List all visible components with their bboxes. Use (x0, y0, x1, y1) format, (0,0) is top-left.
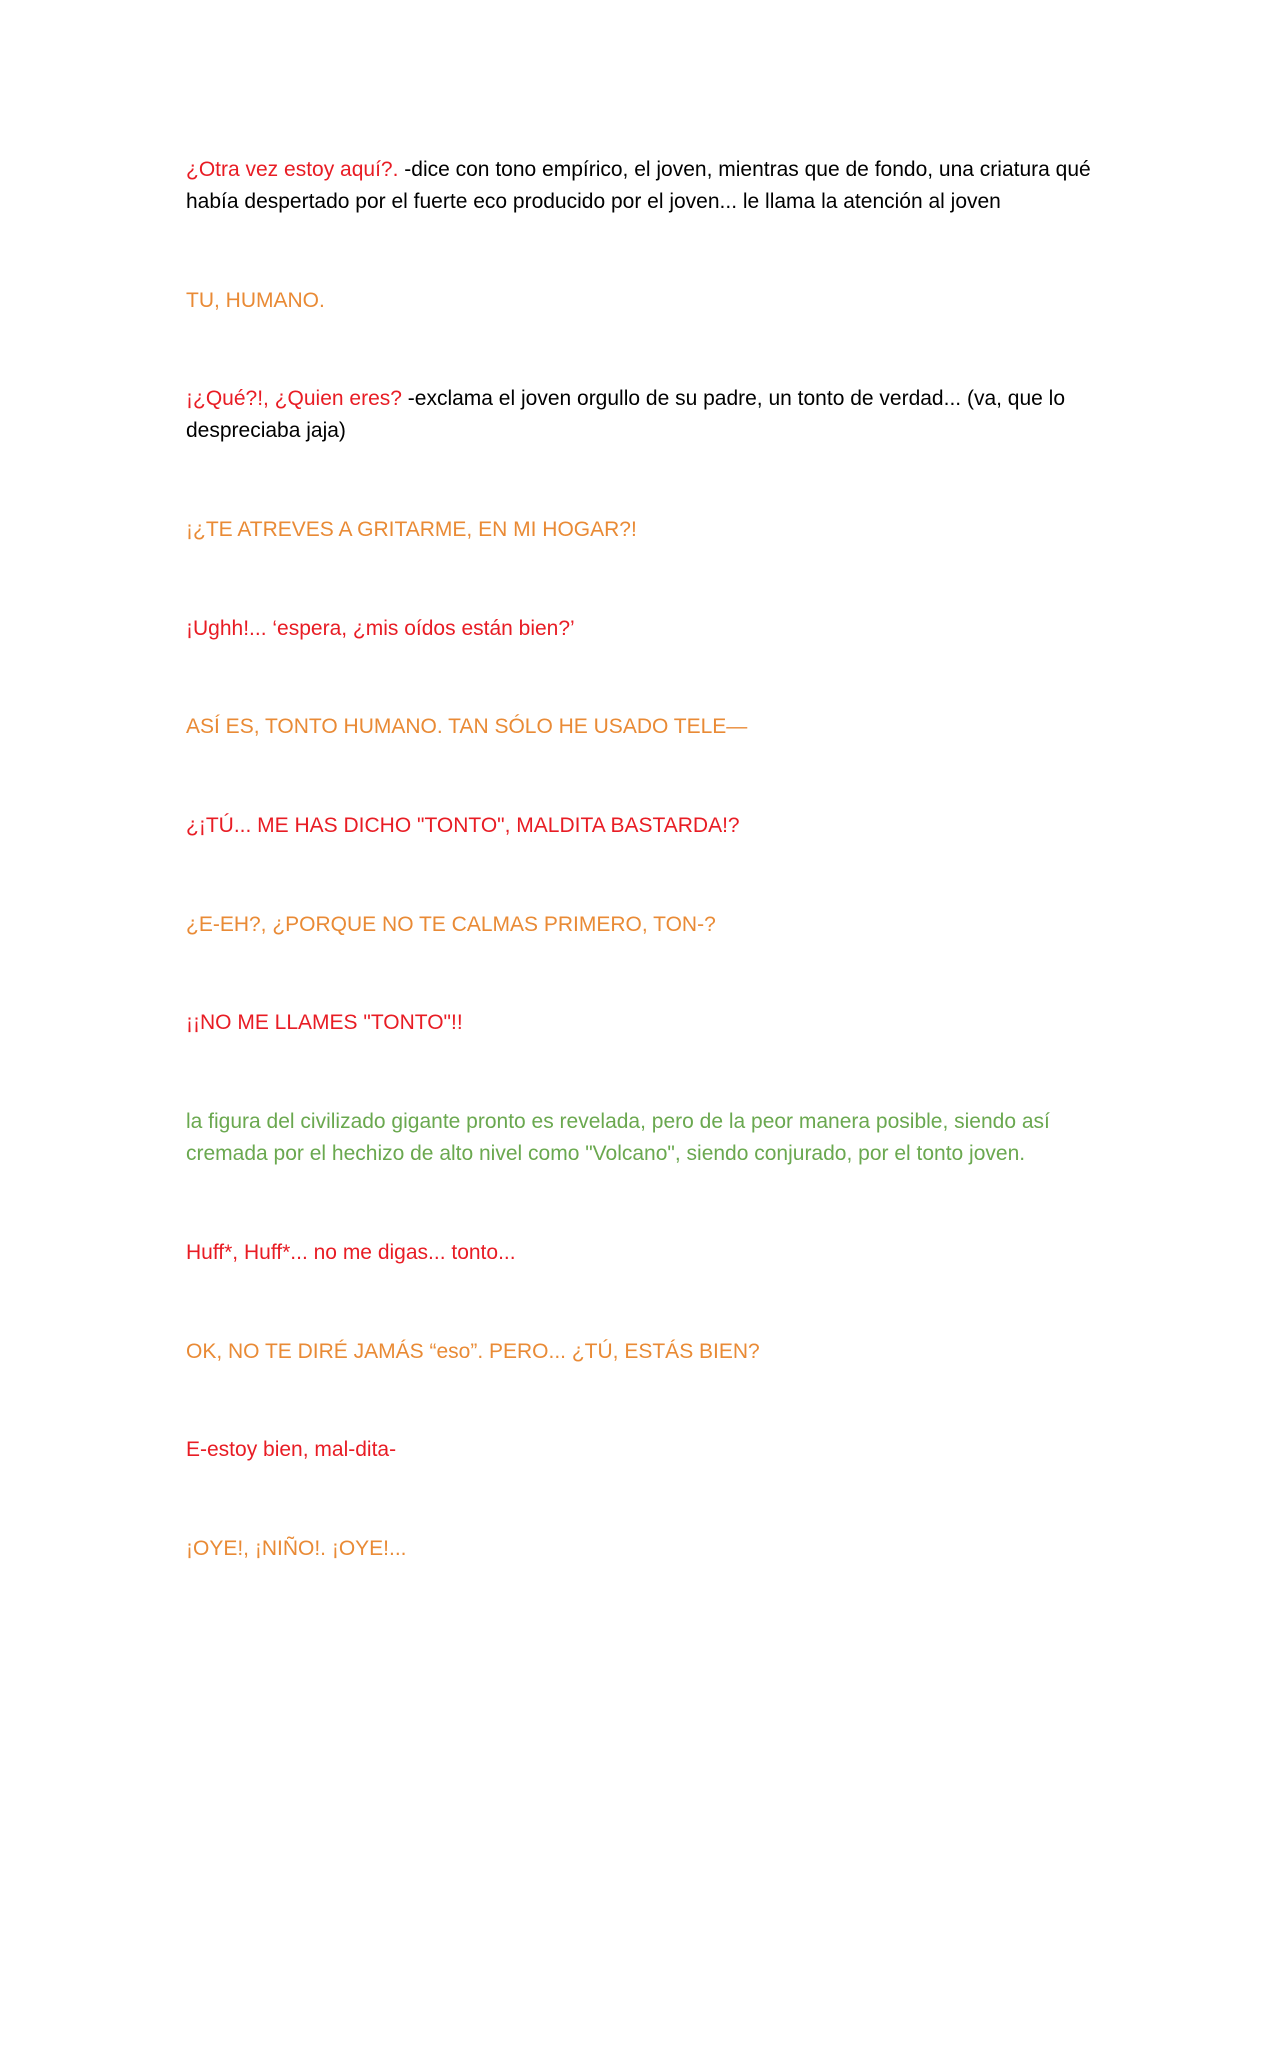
youth-dialogue: ¿Otra vez estoy aquí?. (186, 158, 399, 181)
youth-dialogue: ¡¿Qué?!, ¿Quien eres? (186, 387, 402, 410)
youth-dialogue: E-estoy bien, mal-dita- (186, 1438, 397, 1461)
narration-text: -dice con tono empírico, el joven, mientras que de fondo, una criatura qué había despertado por el fuerte eco producido por el joven... le llama la atención al joven (186, 158, 1091, 213)
youth-dialogue: ¿¡TÚ... ME HAS DICHO "TONTO", MALDITA BASTARDA!? (186, 814, 740, 837)
narration-paragraph: la figura del civilizado gigante pronto es revelada, pero de la peor manera posible, siendo así cremada por el hechizo de alto nivel como "Volcano", siendo conjurado, por el tonto joven. (186, 1110, 1050, 1165)
youth-dialogue: Huff*, Huff*... no me digas... tonto... (186, 1241, 516, 1264)
narration-text: -exclama el joven orgullo de su padre, un tonto de verdad... (va, que lo despreciaba jaja) (186, 387, 1066, 442)
youth-dialogue: ¡¡NO ME LLAMES "TONTO"!! (186, 1011, 463, 1034)
paragraph-youth-question (186, 383, 1111, 447)
paragraph-youth-arrival (186, 154, 1111, 218)
creature-dialogue: ASÍ ES, TONTO HUMANO. TAN SÓLO HE USADO TELE— (186, 715, 748, 738)
creature-dialogue: OK, NO TE DIRÉ JAMÁS “eso”. PERO... ¿TÚ, ESTÁS BIEN? (186, 1340, 760, 1363)
creature-dialogue: ¡¿TE ATREVES A GRITARME, EN MI HOGAR?! (186, 518, 637, 541)
youth-dialogue: ¡Ughh!... ‘espera, ¿mis oídos están bien?’ (186, 617, 575, 640)
creature-dialogue: TU, HUMANO. (186, 289, 325, 312)
creature-dialogue: ¿E-EH?, ¿PORQUE NO TE CALMAS PRIMERO, TON-? (186, 913, 716, 936)
creature-dialogue: ¡OYE!, ¡NIÑO!. ¡OYE!... (186, 1537, 407, 1560)
